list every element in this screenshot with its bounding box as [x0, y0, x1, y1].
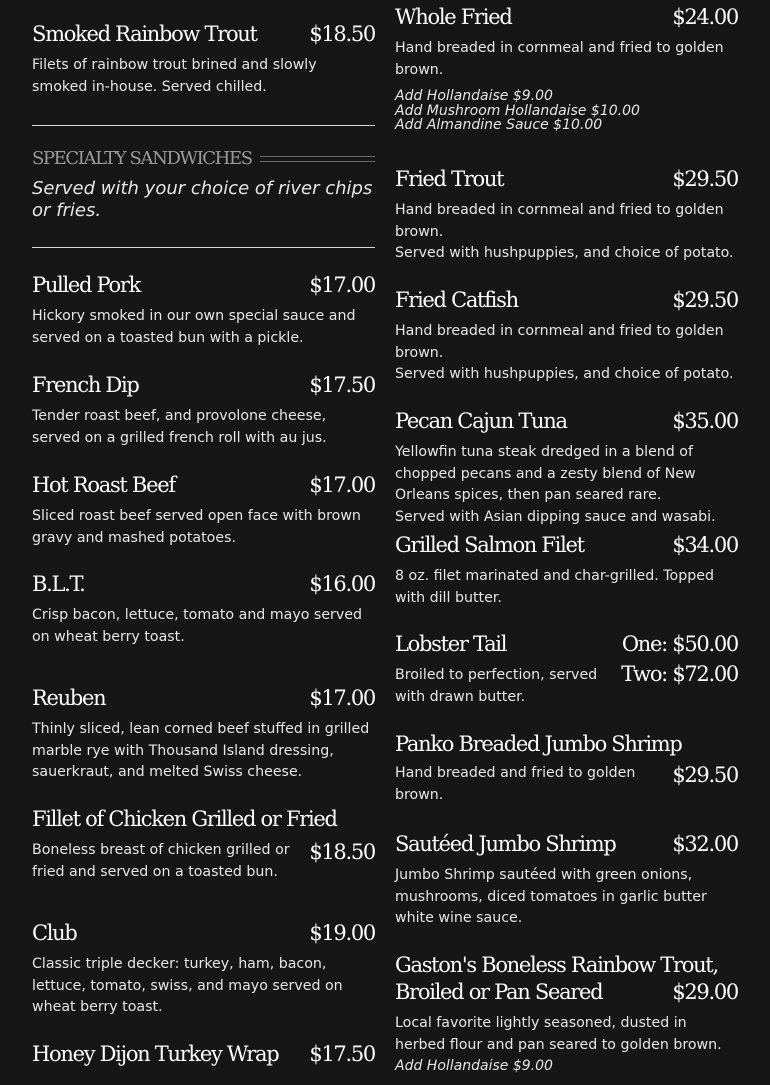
item-price: $17.50	[309, 1042, 375, 1066]
item-name: B.L.T.	[32, 572, 85, 596]
menu-item-pecan-cajun-tuna	[395, 409, 738, 528]
item-description: Jumbo Shrimp sautéed with green onions, mushrooms, diced tomatoes in garlic butter white wine sauce.	[395, 867, 707, 926]
item-name: Whole Fried	[395, 5, 512, 29]
item-name: French Dip	[32, 373, 139, 397]
item-price: $34.00	[672, 533, 738, 557]
section-title: SPECIALTY SANDWICHES	[32, 148, 252, 169]
menu-item-lobster-tail	[395, 632, 738, 708]
item-description: Sliced roast beef served open face with brown gravy and mashed potatoes.	[32, 508, 361, 546]
item-price: $19.00	[309, 921, 375, 945]
item-addon: Add Mushroom Hollandaise $10.00	[395, 102, 640, 119]
menu-item-sauteed-jumbo-shrimp	[395, 832, 738, 930]
menu-item-gastons-rainbow-trout	[395, 953, 738, 1074]
item-description: Local favorite lightly seasoned, dusted in herbed flour and pan seared to golden brown.	[395, 1015, 722, 1053]
section-title-rule	[260, 156, 375, 162]
item-addon: Add Almandine Sauce $10.00	[395, 117, 603, 133]
item-price: $29.00	[672, 980, 738, 1004]
item-description: 8 oz. filet marinated and char-grilled. Topped with dill butter.	[395, 568, 714, 606]
item-description: Hand breaded in cornmeal and fried to golden brown.	[395, 40, 724, 78]
item-description: Boneless breast of chicken grilled or fried and served on a toasted bun.	[32, 842, 290, 880]
item-price: $17.00	[309, 686, 375, 710]
item-name: Smoked Rainbow Trout	[32, 22, 257, 46]
item-description: Yellowfin tuna steak dredged in a blend of chopped pecans and a zesty blend of New Orleans spices, then pan seared rare.	[395, 444, 696, 503]
item-description: Tender roast beef, and provolone cheese, served on a grilled french roll with au jus.	[32, 408, 327, 446]
section-subtitle: Served with your choice of river chips or fries.	[32, 178, 373, 221]
item-price: $17.50	[309, 373, 375, 397]
item-price: $17.00	[309, 273, 375, 297]
item-name: Club	[32, 921, 77, 945]
section-header	[32, 148, 375, 169]
item-price: $16.00	[309, 572, 375, 596]
menu-item-hot-roast-beef	[32, 473, 375, 549]
item-description: Filets of rainbow trout brined and slowly smoked in-house. Served chilled.	[32, 57, 317, 95]
item-addon: Add Hollandaise $9.00	[395, 88, 553, 104]
divider	[32, 247, 375, 248]
menu-item-pulled-pork	[32, 273, 375, 349]
item-description: Hand breaded in cornmeal and fried to golden brown.	[395, 202, 724, 240]
item-price: $18.50	[309, 22, 375, 46]
item-price-two: Two: $72.00	[621, 662, 738, 686]
item-name: Reuben	[32, 686, 106, 710]
menu-item-chicken-fillet	[32, 807, 375, 883]
item-price: $29.50	[672, 763, 738, 787]
menu-item-club	[32, 921, 375, 1019]
item-price: $18.50	[309, 840, 375, 864]
item-description-note: Served with hushpuppies, and choice of potato.	[395, 366, 734, 382]
item-name: Lobster Tail	[395, 632, 507, 656]
item-price-one: One: $50.00	[621, 632, 738, 656]
item-description-note: Served with Asian dipping sauce and wasabi.	[395, 508, 716, 525]
item-description-note: Served with hushpuppies, and choice of potato.	[395, 245, 734, 261]
item-price: $35.00	[672, 409, 738, 433]
item-name: Gaston's Boneless Rainbow Trout,	[395, 953, 718, 977]
item-name: Fried Catfish	[395, 288, 518, 312]
menu-item-panko-breaded-jumbo-shrimp	[395, 732, 738, 806]
item-name: Fillet of Chicken Grilled or Fried	[32, 807, 337, 831]
divider	[32, 125, 375, 126]
menu-item-fried-catfish	[395, 288, 738, 386]
menu-item-grilled-salmon-filet	[395, 533, 738, 609]
item-name: Panko Breaded Jumbo Shrimp	[395, 732, 682, 756]
menu-item-french-dip	[32, 373, 375, 449]
menu-item-whole-fried	[395, 5, 738, 133]
menu-item-reuben	[32, 686, 375, 784]
item-description: Hand breaded in cornmeal and fried to golden brown.	[395, 323, 724, 361]
menu-item-honey-dijon-turkey-wrap	[32, 1042, 375, 1066]
item-description: Hickory smoked in our own special sauce and served on a toasted bun with a pickle.	[32, 308, 356, 346]
item-name: Pulled Pork	[32, 273, 141, 297]
item-description: Classic triple decker: turkey, ham, bacon, lettuce, tomato, swiss, and mayo served on wheat berry toast.	[32, 956, 343, 1015]
item-name: Pecan Cajun Tuna	[395, 409, 567, 433]
menu-item-smoked-rainbow-trout	[32, 22, 375, 98]
item-price: $32.00	[672, 832, 738, 856]
item-description: Crisp bacon, lettuce, tomato and mayo served on wheat berry toast.	[32, 607, 363, 645]
item-price: $29.50	[672, 288, 738, 312]
item-name: Honey Dijon Turkey Wrap	[32, 1042, 279, 1066]
item-price: $17.00	[309, 473, 375, 497]
item-name: Sautéed Jumbo Shrimp	[395, 832, 616, 856]
menu-item-blt	[32, 572, 375, 648]
menu-item-fried-trout	[395, 167, 738, 265]
item-name-line2: Broiled or Pan Seared	[395, 980, 603, 1004]
item-price: $24.00	[672, 5, 738, 29]
item-description: Broiled to perfection, served with drawn butter.	[395, 667, 598, 705]
item-name: Fried Trout	[395, 167, 504, 191]
item-addon: Add Hollandaise $9.00	[395, 1058, 553, 1074]
item-name: Hot Roast Beef	[32, 473, 175, 497]
item-description: Hand breaded and fried to golden brown.	[395, 765, 636, 803]
item-price: $29.50	[672, 167, 738, 191]
item-description: Thinly sliced, lean corned beef stuffed in grilled marble rye with Thousand Island dressing, sauerkraut, and melted Swiss cheese.	[32, 721, 370, 780]
item-name: Grilled Salmon Filet	[395, 533, 584, 557]
